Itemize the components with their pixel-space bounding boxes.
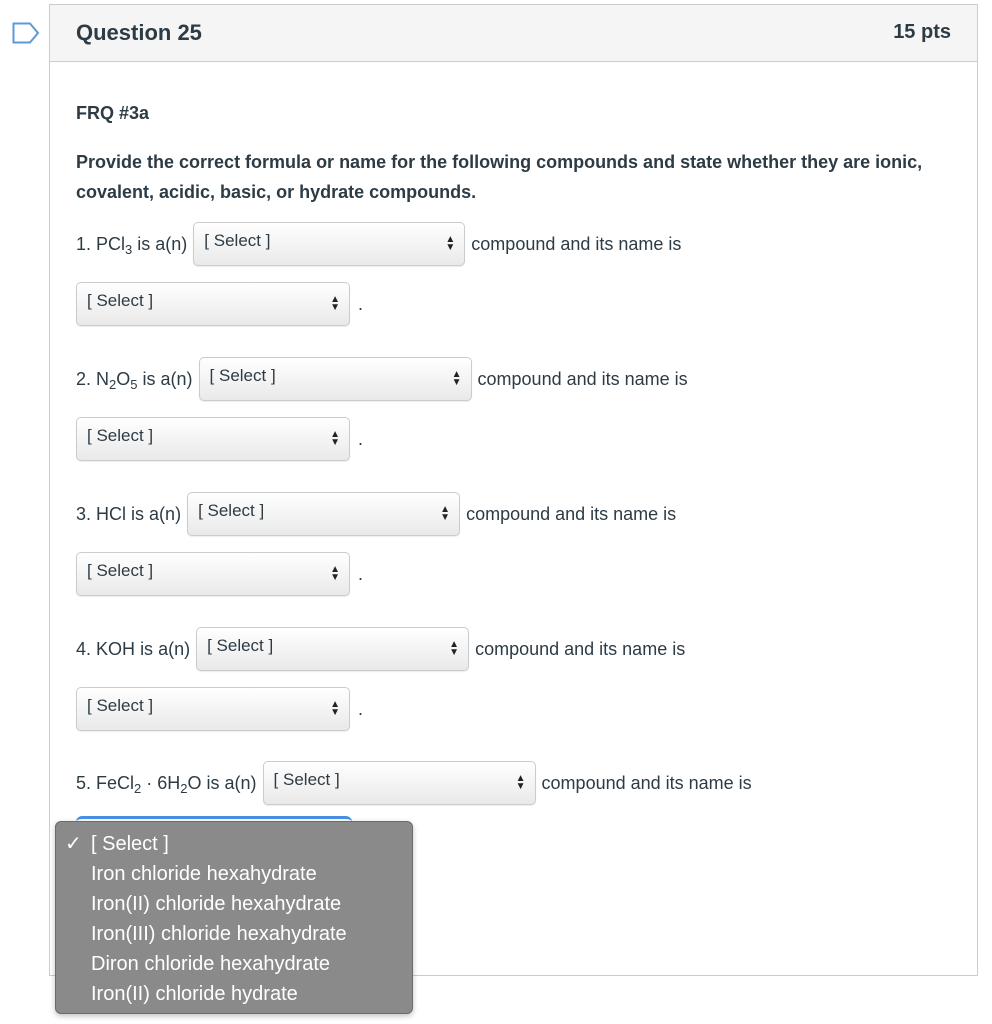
bookmark-flag-icon[interactable]	[12, 22, 40, 44]
item-3-name-select[interactable]: [ Select ] ▲ ▼	[76, 552, 350, 596]
updown-arrows-icon: ▲ ▼	[330, 699, 340, 718]
item-4-line-1	[76, 627, 685, 671]
updown-arrows-icon: ▲ ▼	[451, 369, 462, 388]
item-1-line-1	[76, 222, 681, 266]
dropdown-option[interactable]: Iron chloride hexahydrate	[91, 863, 317, 885]
dropdown-option[interactable]: Diron chloride hexahydrate	[91, 953, 331, 975]
item-4-name-select[interactable]: [ Select ] ▲ ▼	[76, 687, 350, 731]
item-5-after-text: compound and its name is	[541, 772, 752, 793]
item-3-line-1	[76, 492, 676, 536]
updown-arrows-icon: ▲ ▼	[449, 639, 460, 658]
item-1-after-text: compound and its name is	[471, 233, 682, 254]
item-5-name-dropdown-menu	[55, 821, 413, 1014]
item-1-type-select[interactable]: [ Select ] ▲ ▼	[193, 222, 465, 266]
question-title: Question 25	[76, 20, 202, 45]
item-4-label: 4. KOH is a(n)	[76, 638, 191, 659]
question-points: 15 pts	[893, 21, 951, 43]
item-2-after-text: compound and its name is	[477, 368, 688, 389]
item-5-type-select[interactable]: [ Select ] ▲ ▼	[263, 761, 536, 805]
item-3-type-select[interactable]: [ Select ] ▲ ▼	[187, 492, 460, 536]
item-5-label: 5. FeCl$_2$ · $6H_2O$ is a(n)	[76, 772, 257, 796]
dropdown-option[interactable]: Iron(II) chloride hydrate	[91, 983, 298, 1005]
dropdown-option[interactable]: ✓ [ Select ]	[56, 829, 412, 859]
question-header	[50, 5, 977, 62]
item-4-type-select[interactable]: [ Select ] ▲ ▼	[196, 627, 469, 671]
updown-arrows-icon: ▲ ▼	[330, 294, 340, 313]
item-3-after-text: compound and its name is	[466, 503, 677, 524]
item-4-line-2: [ Select ] ▲ ▼ .	[76, 687, 363, 731]
question-prompt: Provide the correct formula or name for the following compounds and state whether they are ionic, covalent, acidic, basic, or hydrate compounds.	[76, 152, 923, 202]
item-3-line-2: [ Select ] ▲ ▼ .	[76, 552, 363, 596]
item-2-type-select[interactable]: [ Select ] ▲ ▼	[199, 357, 472, 401]
item-1-label: 1. PCl$_3$ is a(n)	[76, 233, 188, 257]
question-subtitle: FRQ #3a	[76, 103, 150, 123]
item-2-name-select[interactable]: [ Select ] ▲ ▼	[76, 417, 350, 461]
updown-arrows-icon: ▲ ▼	[330, 429, 340, 448]
item-3-label: 3. HCl is a(n)	[76, 503, 182, 524]
dropdown-option[interactable]: Iron(III) chloride hexahydrate	[91, 923, 347, 945]
item-1-name-select[interactable]: [ Select ] ▲ ▼	[76, 282, 350, 326]
updown-arrows-icon: ▲ ▼	[440, 504, 451, 523]
item-2-label: 2. $N_2O_5$ is a(n)	[76, 368, 193, 392]
checkmark-icon: ✓	[65, 833, 82, 855]
updown-arrows-icon: ▲ ▼	[330, 564, 340, 583]
dropdown-option[interactable]: Iron(II) chloride hexahydrate	[91, 893, 342, 915]
updown-arrows-icon: ▲ ▼	[515, 773, 526, 792]
updown-arrows-icon: ▲ ▼	[445, 234, 456, 253]
item-5-line-1	[76, 761, 752, 805]
item-2-line-1	[76, 357, 688, 401]
item-1-line-2: [ Select ] ▲ ▼ .	[76, 282, 363, 326]
item-2-line-2: [ Select ] ▲ ▼ .	[76, 417, 363, 461]
item-4-after-text: compound and its name is	[475, 638, 686, 659]
